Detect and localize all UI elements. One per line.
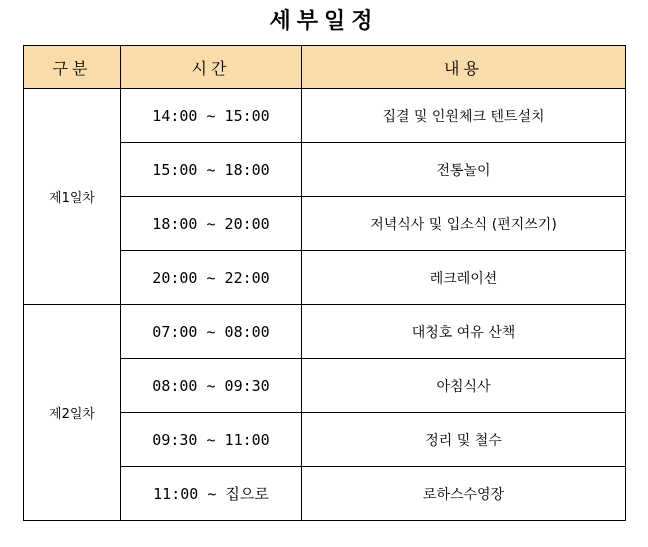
header-day: 구분 [24,46,121,89]
table-row [24,89,626,143]
time-cell: 20:00 ~ 22:00 [121,251,302,305]
header-time: 시간 [121,46,302,89]
schedule-table [23,45,626,521]
content-cell: 로하스수영장 [302,467,626,521]
content-cell: 전통놀이 [302,143,626,197]
content-cell: 저녁식사 및 입소식 (편지쓰기) [302,197,626,251]
day-label: 제2일차 [24,305,121,521]
page-title: 세부일정 [269,9,379,34]
time-cell: 15:00 ~ 18:00 [121,143,302,197]
time-cell: 08:00 ~ 09:30 [121,359,302,413]
time-cell: 18:00 ~ 20:00 [121,197,302,251]
day-label: 제1일차 [24,89,121,305]
time-cell: 07:00 ~ 08:00 [121,305,302,359]
header-content: 내용 [302,46,626,89]
content-cell: 정리 및 철수 [302,413,626,467]
time-cell: 11:00 ~ 집으로 [121,467,302,521]
content-cell: 대청호 여유 산책 [302,305,626,359]
content-cell: 집결 및 인원체크 텐트설치 [302,89,626,143]
content-cell: 레크레이션 [302,251,626,305]
content-cell: 아침식사 [302,359,626,413]
time-cell: 09:30 ~ 11:00 [121,413,302,467]
table-header-row [24,46,626,89]
table-row [24,305,626,359]
time-cell: 14:00 ~ 15:00 [121,89,302,143]
